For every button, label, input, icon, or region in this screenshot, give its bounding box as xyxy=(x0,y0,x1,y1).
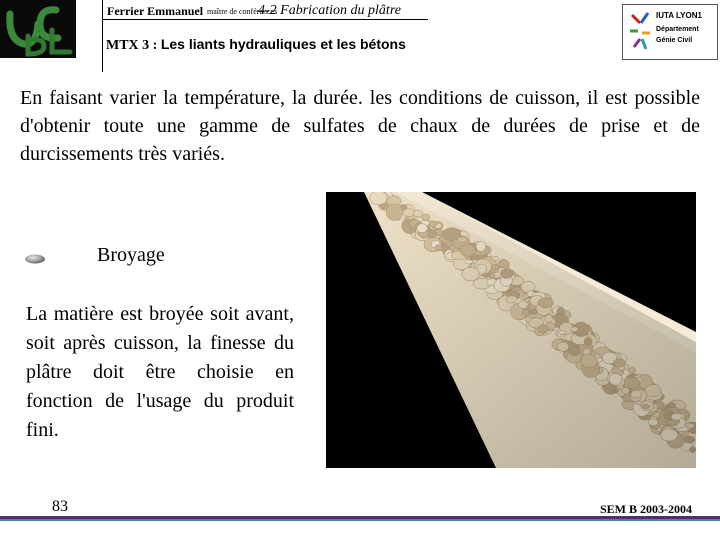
ucbl-logo-icon xyxy=(0,0,76,58)
header-divider-horizontal xyxy=(102,19,428,20)
course-title: Les liants hydrauliques et les bétons xyxy=(160,36,406,52)
author-role: maître de conférences xyxy=(207,7,278,16)
intro-paragraph: En faisant varier la température, la durée. les conditions de cuisson, il est possible d'obtenir toute une gamme de sulfates de chaux de durées de prise et de durcissements très variés. xyxy=(20,87,700,165)
logo-line-3: Génie Civil xyxy=(656,37,693,44)
crushed-gypsum-photo xyxy=(326,192,696,468)
course-code: MTX 3 : xyxy=(106,38,158,53)
page-number: 83 xyxy=(52,498,68,515)
svg-text:UCB: UCB xyxy=(38,32,41,33)
logo-line-2: Département xyxy=(656,26,699,33)
university-logo xyxy=(0,0,76,58)
bullet-pebble-icon xyxy=(24,252,46,270)
footer-semester: SEM B 2003-2004 xyxy=(600,502,693,516)
iuta-emblem-icon xyxy=(626,9,654,53)
section-title: 4-2 Fabrication du plâtre xyxy=(258,3,401,18)
logo-line-1: IUTA LYON1 xyxy=(656,11,702,20)
header-divider-vertical xyxy=(102,0,103,72)
course-heading xyxy=(106,36,406,54)
iuta-logo xyxy=(622,4,718,60)
footer-bar-bottom xyxy=(0,519,720,521)
bullet-heading: Broyage xyxy=(97,244,165,266)
author-name: Ferrier Emmanuel xyxy=(107,4,204,18)
broyage-paragraph: La matière est broyée soit avant, soit après cuisson, la finesse du plâtre doit être choisie en fonction de l'usage du produit fini. xyxy=(26,303,294,441)
